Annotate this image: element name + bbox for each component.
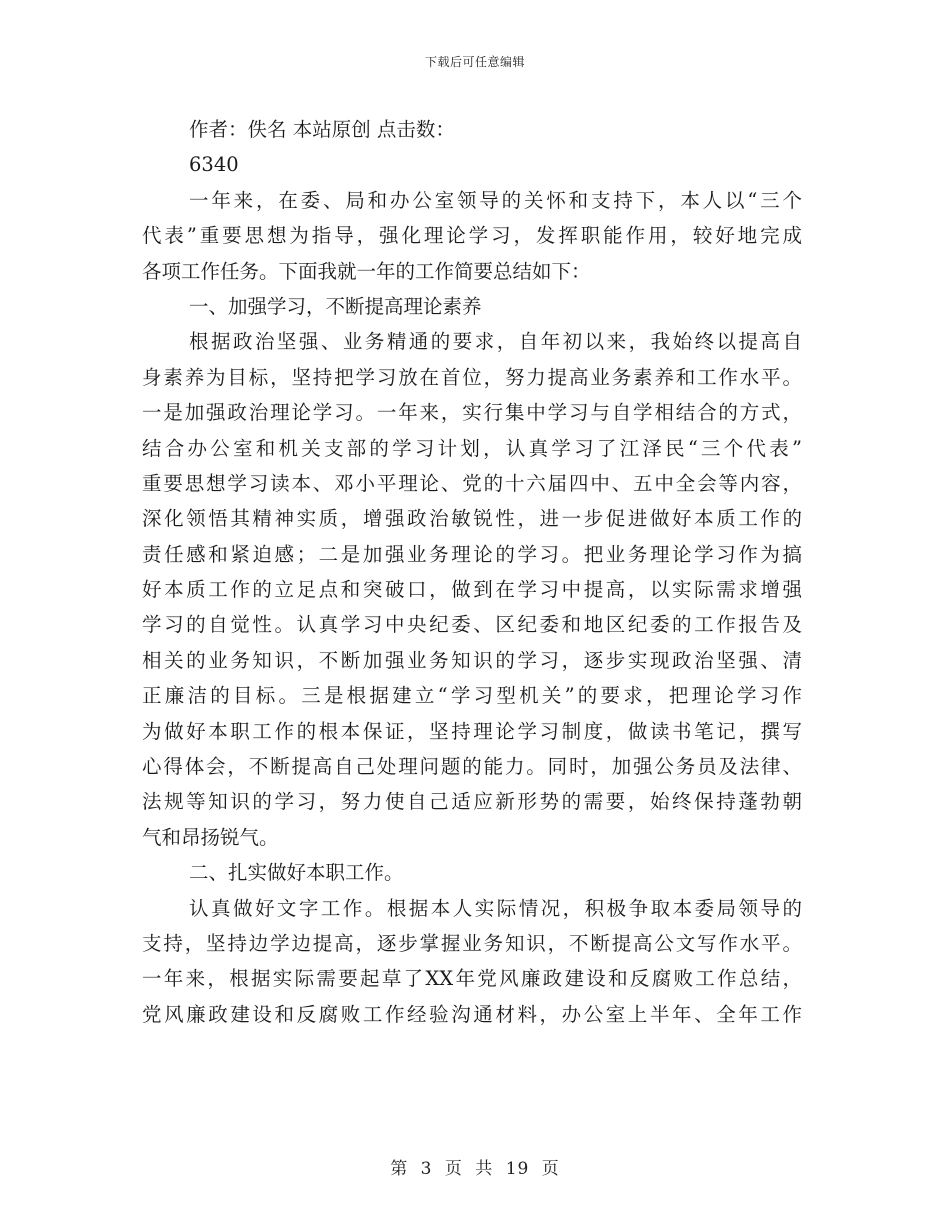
body-line: 认真做好文字工作。根据本人实际情况，积极争取本委局领导的 <box>189 896 802 920</box>
body-line: 好本质工作的立足点和突破口，做到在学习中提高，以实际需求增强 <box>142 578 802 602</box>
body-line: 为做好本职工作的根本保证，坚持理论学习制度，做读书笔记，撰写 <box>142 719 802 743</box>
body-line: 相关的业务知识，不断加强业务知识的学习，逐步实现政治坚强、清 <box>142 648 802 672</box>
body-line: 法规等知识的学习，努力使自己适应新形势的需要，始终保持蓬勃朝 <box>142 790 802 814</box>
body-line: 一、加强学习，不断提高理论素养 <box>189 294 482 318</box>
body-line: 一是加强政治理论学习。一年来，实行集中学习与自学相结合的方式， <box>142 401 802 425</box>
body-line: 二、扎实做好本职工作。 <box>189 861 404 885</box>
body-line: 各项工作任务。下面我就一年的工作简要总结如下： <box>142 259 591 283</box>
body-line: 结合办公室和机关支部的学习计划，认真学习了江泽民“三个代表” <box>142 436 802 460</box>
body-line: 支持，坚持边学边提高，逐步掌握业务知识，不断提高公文写作水平。 <box>142 931 802 955</box>
document-body <box>142 112 802 1032</box>
body-line: 代表”重要思想为指导，强化理论学习，发挥职能作用，较好地完成 <box>142 224 802 248</box>
body-line: 根据政治坚强、业务精通的要求，自年初以来，我始终以提高自 <box>189 330 802 354</box>
body-line: 气和昂扬锐气。 <box>142 825 279 849</box>
body-line: 党风廉政建设和反腐败工作经验沟通材料，办公室上半年、全年工作 <box>142 1002 802 1026</box>
body-line: 身素养为目标，坚持把学习放在首位，努力提高业务素养和工作水平。 <box>142 365 802 389</box>
body-line: 一年来，根据实际需要起草了XX年党风廉政建设和反腐败工作总结， <box>142 967 802 991</box>
body-line: 学习的自觉性。认真学习中央纪委、区纪委和地区纪委的工作报告及 <box>142 613 802 637</box>
body-line: 深化领悟其精神实质，增强政治敏锐性，进一步促进做好本质工作的 <box>142 507 802 531</box>
body-line: 一年来，在委、局和办公室领导的关怀和支持下，本人以“三个 <box>189 188 802 212</box>
header-note: 下载后可任意编辑 <box>424 55 525 69</box>
body-line: 正廉洁的目标。三是根据建立“学习型机关”的要求，把理论学习作 <box>142 684 802 708</box>
body-line: 6340 <box>189 153 239 177</box>
page-footer: 第 3 页 共 19 页 <box>390 1159 560 1179</box>
body-line: 心得体会，不断提高自己处理问题的能力。同时，加强公务员及法律、 <box>142 755 802 779</box>
body-line: 责任感和紧迫感；二是加强业务理论的学习。把业务理论学习作为搞 <box>142 542 802 566</box>
body-line: 作者：佚名 本站原创 点击数： <box>189 118 455 141</box>
body-line: 重要思想学习读本、邓小平理论、党的十六届四中、五中全会等内容， <box>142 471 802 495</box>
